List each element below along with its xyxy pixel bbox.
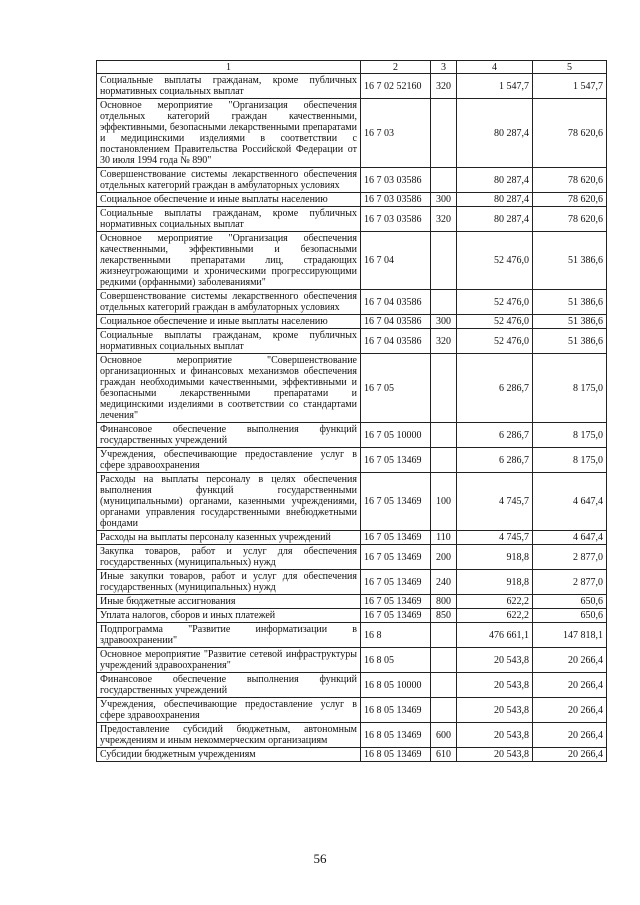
- row-name: Расходы на выплаты персоналу в целях обеспечения выполнения функций государственными (муниципальными) органами, казенными учреждениями, органами управления государственными внебюджетными фондами: [97, 473, 361, 531]
- row-amount-col4: 622,2: [457, 595, 533, 609]
- row-amount-col5: 4 647,4: [533, 531, 607, 545]
- row-expense-type: 320: [431, 74, 457, 99]
- row-expense-type: [431, 232, 457, 290]
- row-code: 16 7 05: [361, 354, 431, 423]
- row-amount-col4: 20 543,8: [457, 698, 533, 723]
- row-name: Основное мероприятие "Совершенствование организационных и финансовых механизмов обеспечения граждан необходимыми качественными, эффективными и безопасными лекарственными препаратами и медицинскими изделиями в соответствии со стандартами лечения": [97, 354, 361, 423]
- table-row: [97, 232, 607, 290]
- row-expense-type: [431, 673, 457, 698]
- row-name: Социальное обеспечение и иные выплаты населению: [97, 315, 361, 329]
- row-name: Социальные выплаты гражданам, кроме публичных нормативных социальных выплат: [97, 329, 361, 354]
- row-name: Социальные выплаты гражданам, кроме публичных нормативных социальных выплат: [97, 207, 361, 232]
- row-amount-col4: 52 476,0: [457, 290, 533, 315]
- table-row: [97, 570, 607, 595]
- table-row: [97, 723, 607, 748]
- row-name: Закупка товаров, работ и услуг для обеспечения государственных (муниципальных) нужд: [97, 545, 361, 570]
- row-amount-col4: 918,8: [457, 545, 533, 570]
- row-expense-type: [431, 448, 457, 473]
- row-code: 16 7 05 13469: [361, 448, 431, 473]
- table-row: [97, 448, 607, 473]
- row-expense-type: 100: [431, 473, 457, 531]
- row-code: 16 7 04 03586: [361, 290, 431, 315]
- row-name: Совершенствование системы лекарственного обеспечения отдельных категорий граждан в амбулаторных условиях: [97, 168, 361, 193]
- row-amount-col5: 2 877,0: [533, 570, 607, 595]
- row-amount-col5: 2 877,0: [533, 545, 607, 570]
- row-code: 16 8: [361, 623, 431, 648]
- row-amount-col5: 8 175,0: [533, 448, 607, 473]
- row-expense-type: [431, 354, 457, 423]
- row-name: Социальное обеспечение и иные выплаты населению: [97, 193, 361, 207]
- row-amount-col5: 8 175,0: [533, 423, 607, 448]
- row-amount-col5: 1 547,7: [533, 74, 607, 99]
- row-expense-type: 320: [431, 329, 457, 354]
- row-amount-col5: 78 620,6: [533, 99, 607, 168]
- table-row: [97, 423, 607, 448]
- row-code: 16 7 04 03586: [361, 315, 431, 329]
- row-amount-col5: 20 266,4: [533, 648, 607, 673]
- table-row: [97, 545, 607, 570]
- table-row: [97, 193, 607, 207]
- row-amount-col4: 20 543,8: [457, 723, 533, 748]
- table-row: [97, 315, 607, 329]
- row-amount-col4: 4 745,7: [457, 473, 533, 531]
- table-row: [97, 168, 607, 193]
- table-row: [97, 329, 607, 354]
- row-name: Учреждения, обеспечивающие предоставление услуг в сфере здравоохранения: [97, 448, 361, 473]
- row-expense-type: 800: [431, 595, 457, 609]
- table-row: [97, 595, 607, 609]
- row-amount-col5: 51 386,6: [533, 290, 607, 315]
- header-col-1: 1: [97, 61, 361, 74]
- row-expense-type: [431, 623, 457, 648]
- row-code: 16 7 05 13469: [361, 473, 431, 531]
- header-col-5: 5: [533, 61, 607, 74]
- row-name: Иные бюджетные ассигнования: [97, 595, 361, 609]
- row-expense-type: 850: [431, 609, 457, 623]
- row-expense-type: [431, 698, 457, 723]
- row-amount-col4: 80 287,4: [457, 99, 533, 168]
- row-code: 16 7 02 52160: [361, 74, 431, 99]
- row-name: Социальные выплаты гражданам, кроме публичных нормативных социальных выплат: [97, 74, 361, 99]
- row-name: Уплата налогов, сборов и иных платежей: [97, 609, 361, 623]
- row-code: 16 7 03: [361, 99, 431, 168]
- row-name: Основное мероприятие "Организация обеспечения качественными, эффективными и безопасными лекарственными препаратами лиц, страдающих жизнеугрожающими и хроническими прогрессирующими редкими (орфанными) заболеваниями": [97, 232, 361, 290]
- row-amount-col5: 8 175,0: [533, 354, 607, 423]
- row-code: 16 7 03 03586: [361, 168, 431, 193]
- table-row: [97, 99, 607, 168]
- row-code: 16 7 05 13469: [361, 609, 431, 623]
- row-expense-type: 300: [431, 193, 457, 207]
- row-name: Финансовое обеспечение выполнения функций государственных учреждений: [97, 673, 361, 698]
- row-name: Основное мероприятие "Развитие сетевой инфраструктуры учреждений здравоохранения": [97, 648, 361, 673]
- row-amount-col5: 20 266,4: [533, 698, 607, 723]
- row-amount-col4: 6 286,7: [457, 448, 533, 473]
- row-code: 16 7 05 13469: [361, 545, 431, 570]
- table-row: [97, 531, 607, 545]
- row-amount-col5: 147 818,1: [533, 623, 607, 648]
- table-row: [97, 623, 607, 648]
- row-amount-col4: 80 287,4: [457, 207, 533, 232]
- row-amount-col5: 20 266,4: [533, 673, 607, 698]
- row-amount-col5: 78 620,6: [533, 207, 607, 232]
- row-expense-type: 300: [431, 315, 457, 329]
- header-col-2: 2: [361, 61, 431, 74]
- table-row: [97, 673, 607, 698]
- row-name: Финансовое обеспечение выполнения функций государственных учреждений: [97, 423, 361, 448]
- row-expense-type: 240: [431, 570, 457, 595]
- row-name: Предоставление субсидий бюджетным, автономным учреждениям и иным некоммерческим организациям: [97, 723, 361, 748]
- row-expense-type: [431, 99, 457, 168]
- row-amount-col4: 20 543,8: [457, 648, 533, 673]
- row-name: Основное мероприятие "Организация обеспечения отдельных категорий граждан качественными, эффективными, безопасными лекарственными препаратами и медицинскими изделиями в соответствии с постановлением Правительства Российской Федерации от 30 июля 1994 года № 890": [97, 99, 361, 168]
- row-code: 16 7 03 03586: [361, 193, 431, 207]
- row-name: Расходы на выплаты персоналу казенных учреждений: [97, 531, 361, 545]
- row-amount-col5: 4 647,4: [533, 473, 607, 531]
- row-amount-col5: 51 386,6: [533, 232, 607, 290]
- row-name: Субсидии бюджетным учреждениям: [97, 748, 361, 762]
- row-code: 16 8 05: [361, 648, 431, 673]
- row-amount-col4: 80 287,4: [457, 193, 533, 207]
- table-header-row: [97, 61, 607, 74]
- row-expense-type: [431, 648, 457, 673]
- row-expense-type: 600: [431, 723, 457, 748]
- header-col-4: 4: [457, 61, 533, 74]
- row-amount-col4: 52 476,0: [457, 232, 533, 290]
- row-amount-col4: 6 286,7: [457, 354, 533, 423]
- row-code: 16 8 05 13469: [361, 748, 431, 762]
- table-row: [97, 354, 607, 423]
- row-name: Учреждения, обеспечивающие предоставление услуг в сфере здравоохранения: [97, 698, 361, 723]
- table-row: [97, 74, 607, 99]
- row-amount-col5: 20 266,4: [533, 748, 607, 762]
- budget-table: [96, 60, 607, 762]
- row-amount-col4: 1 547,7: [457, 74, 533, 99]
- row-code: 16 7 05 13469: [361, 595, 431, 609]
- row-code: 16 7 04: [361, 232, 431, 290]
- row-expense-type: 200: [431, 545, 457, 570]
- table-row: [97, 698, 607, 723]
- row-code: 16 7 05 13469: [361, 531, 431, 545]
- row-amount-col4: 20 543,8: [457, 673, 533, 698]
- row-amount-col4: 918,8: [457, 570, 533, 595]
- table-row: [97, 290, 607, 315]
- row-amount-col5: 78 620,6: [533, 168, 607, 193]
- row-name: Иные закупки товаров, работ и услуг для обеспечения государственных (муниципальных) нужд: [97, 570, 361, 595]
- row-code: 16 7 05 10000: [361, 423, 431, 448]
- table-row: [97, 609, 607, 623]
- row-amount-col5: 650,6: [533, 609, 607, 623]
- row-code: 16 7 04 03586: [361, 329, 431, 354]
- row-amount-col4: 4 745,7: [457, 531, 533, 545]
- table-row: [97, 207, 607, 232]
- header-col-3: 3: [431, 61, 457, 74]
- row-amount-col4: 6 286,7: [457, 423, 533, 448]
- page-number: 56: [313, 851, 327, 866]
- row-code: 16 8 05 13469: [361, 698, 431, 723]
- row-expense-type: 320: [431, 207, 457, 232]
- row-amount-col4: 476 661,1: [457, 623, 533, 648]
- row-amount-col4: 20 543,8: [457, 748, 533, 762]
- row-amount-col5: 51 386,6: [533, 329, 607, 354]
- table-row: [97, 473, 607, 531]
- row-expense-type: [431, 290, 457, 315]
- row-amount-col4: 622,2: [457, 609, 533, 623]
- table-row: [97, 748, 607, 762]
- row-amount-col5: 78 620,6: [533, 193, 607, 207]
- row-code: 16 7 05 13469: [361, 570, 431, 595]
- row-code: 16 7 03 03586: [361, 207, 431, 232]
- row-code: 16 8 05 10000: [361, 673, 431, 698]
- row-expense-type: [431, 423, 457, 448]
- row-amount-col5: 20 266,4: [533, 723, 607, 748]
- row-amount-col4: 80 287,4: [457, 168, 533, 193]
- row-name: Подпрограмма "Развитие информатизации в здравоохранении": [97, 623, 361, 648]
- row-name: Совершенствование системы лекарственного обеспечения отдельных категорий граждан в амбулаторных условиях: [97, 290, 361, 315]
- row-expense-type: [431, 168, 457, 193]
- row-amount-col5: 650,6: [533, 595, 607, 609]
- row-amount-col4: 52 476,0: [457, 315, 533, 329]
- row-code: 16 8 05 13469: [361, 723, 431, 748]
- row-amount-col5: 51 386,6: [533, 315, 607, 329]
- row-expense-type: 110: [431, 531, 457, 545]
- row-amount-col4: 52 476,0: [457, 329, 533, 354]
- row-expense-type: 610: [431, 748, 457, 762]
- table-row: [97, 648, 607, 673]
